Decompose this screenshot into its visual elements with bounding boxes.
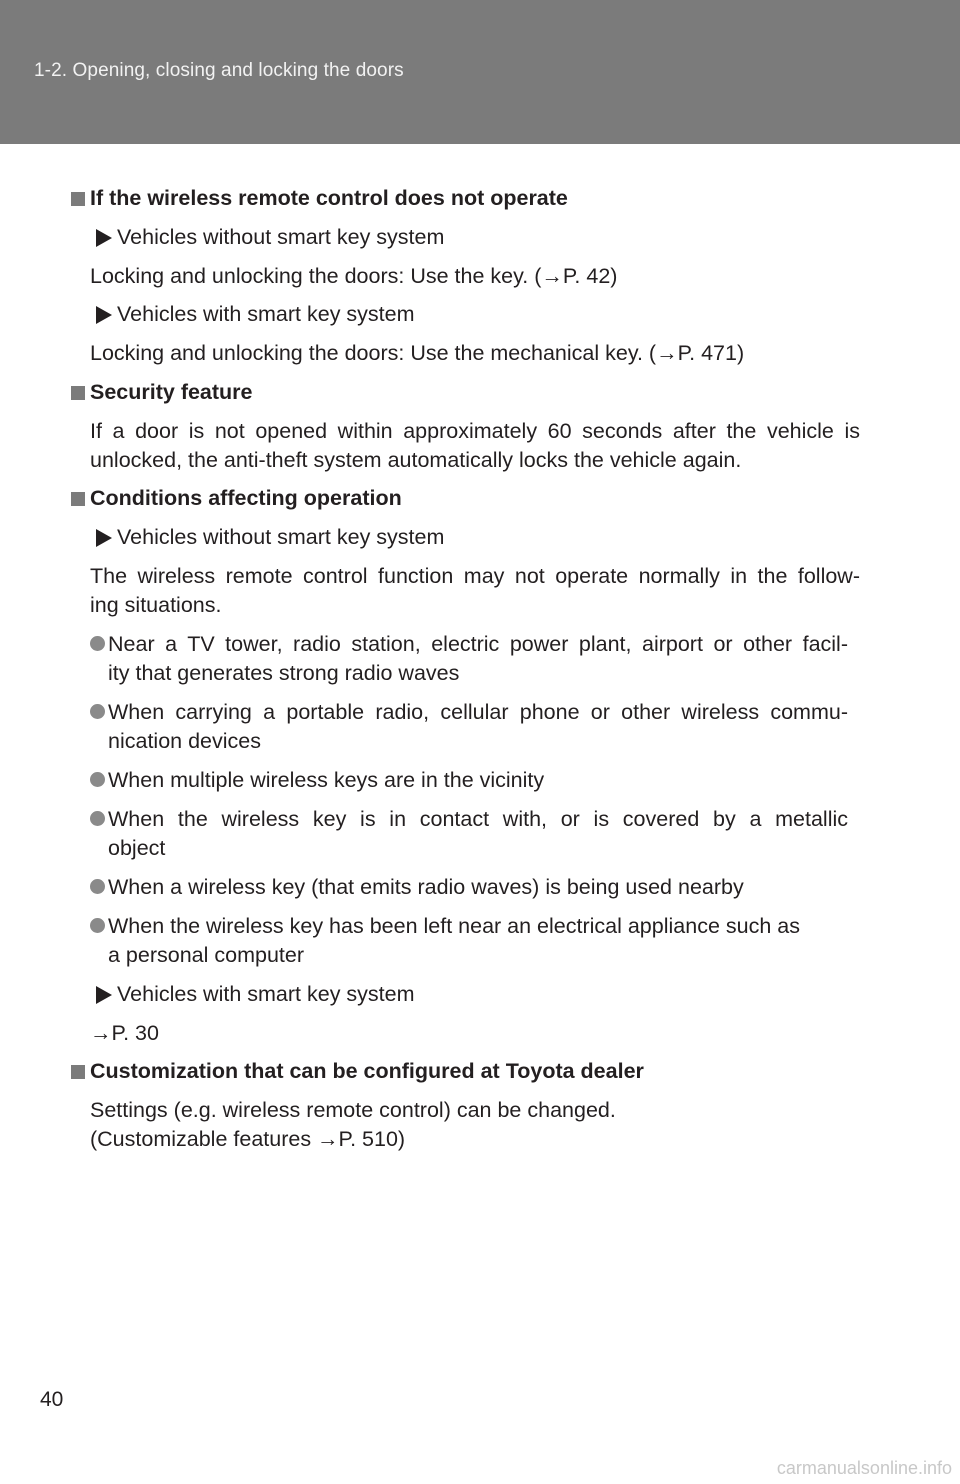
page-number: 40 (40, 1388, 64, 1411)
triangle-marker-icon (96, 529, 112, 547)
heading-conditions: Conditions affecting operation (90, 486, 402, 510)
watermark: carmanualsonline.info (776, 1458, 952, 1478)
circle-bullet-icon (90, 918, 105, 933)
circle-bullet-icon (90, 636, 105, 651)
label-with-smart-key: Vehicles with smart key system (117, 982, 415, 1006)
label-with-smart-key: Vehicles with smart key system (117, 302, 415, 326)
label-without-smart-key: Vehicles without smart key system (117, 525, 445, 549)
circle-bullet-icon (90, 772, 105, 787)
section-title: 1-2. Opening, closing and locking the doors (34, 60, 404, 81)
triangle-marker-icon (96, 986, 112, 1004)
circle-bullet-icon (90, 811, 105, 826)
paragraph-intro-line-2: ing situations. (90, 593, 222, 617)
square-bullet-icon (71, 386, 85, 400)
list-item-metallic-l2: object (108, 836, 166, 860)
page-reference: →P. 30 (90, 1021, 159, 1045)
paragraph-intro-line-1: The wireless remote control function may not operate normally in the follow- (90, 564, 860, 588)
square-bullet-icon (71, 492, 85, 506)
section-header-bar (0, 0, 960, 144)
list-item-multiple-keys: When multiple wireless keys are in the vicinity (108, 768, 545, 792)
triangle-marker-icon (96, 306, 112, 324)
circle-bullet-icon (90, 704, 105, 719)
triangle-marker-icon (96, 229, 112, 247)
heading-security-feature: Security feature (90, 380, 253, 404)
list-item-tv-tower-l2: ity that generates strong radio waves (108, 661, 460, 685)
paragraph-use-key: Locking and unlocking the doors: Use the key. (→P. 42) (90, 264, 618, 288)
list-item-key-used-nearby: When a wireless key (that emits radio waves) is being used nearby (108, 875, 744, 899)
list-item-appliance-l1: When the wireless key has been left near an electrical appliance such as (108, 914, 800, 938)
paragraph-security-line-2: unlocked, the anti-theft system automatically locks the vehicle again. (90, 448, 742, 472)
paragraph-security-line-1: If a door is not opened within approximately 60 seconds after the vehicle is (90, 419, 860, 443)
heading-remote-not-operate: If the wireless remote control does not operate (90, 186, 568, 210)
list-item-portable-radio-l1: When carrying a portable radio, cellular phone or other wireless commu- (108, 700, 848, 724)
list-item-appliance-l2: a personal computer (108, 943, 304, 967)
circle-bullet-icon (90, 879, 105, 894)
paragraph-use-mechanical-key: Locking and unlocking the doors: Use the mechanical key. (→P. 471) (90, 341, 745, 365)
list-item-tv-tower-l1: Near a TV tower, radio station, electric power plant, airport or other facil- (108, 632, 848, 656)
paragraph-customization-line-1: Settings (e.g. wireless remote control) can be changed. (90, 1098, 616, 1122)
paragraph-customization-line-2: (Customizable features →P. 510) (90, 1127, 406, 1151)
square-bullet-icon (71, 1065, 85, 1079)
heading-customization: Customization that can be configured at Toyota dealer (90, 1059, 644, 1083)
list-item-metallic-l1: When the wireless key is in contact with, or is covered by a metallic (108, 807, 848, 831)
square-bullet-icon (71, 192, 85, 206)
list-item-portable-radio-l2: nication devices (108, 729, 261, 753)
label-without-smart-key: Vehicles without smart key system (117, 225, 445, 249)
